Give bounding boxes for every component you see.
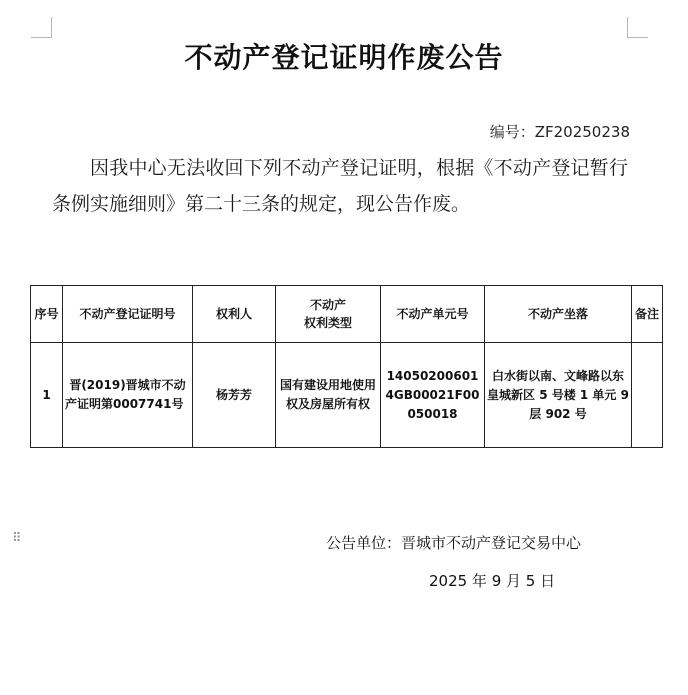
document-number: 编号：ZF20250238 xyxy=(489,123,630,141)
header-right-type-line1: 不动产 xyxy=(309,298,346,312)
page-corner-mark-top-left xyxy=(31,17,52,38)
cell-right-type: 国有建设用地使用权及房屋所有权 xyxy=(276,343,381,448)
cell-unit-no: 140502006014GB00021F00050018 xyxy=(381,343,485,448)
issuing-unit: 公告单位：晋城市不动产登记交易中心 xyxy=(326,534,582,552)
header-cert-no: 不动产登记证明号 xyxy=(63,286,193,343)
table-header-row xyxy=(31,286,663,343)
cell-seq: 1 xyxy=(31,343,63,448)
table-row xyxy=(31,343,663,448)
header-unit-no: 不动产单元号 xyxy=(381,286,485,343)
cell-holder: 杨芳芳 xyxy=(193,343,276,448)
issue-date: 2025 年 9 月 5 日 xyxy=(429,572,556,590)
header-right-type xyxy=(276,286,381,343)
page-corner-mark-top-right xyxy=(627,17,648,38)
header-seq: 序号 xyxy=(31,286,63,343)
page-title: 不动产登记证明作废公告 xyxy=(184,41,504,74)
header-holder: 权利人 xyxy=(193,286,276,343)
cell-location: 白水街以南、文峰路以东皇城新区 5 号楼 1 单元 9 层 902 号 xyxy=(485,343,632,448)
header-right-type-line2: 权利类型 xyxy=(303,316,352,330)
cell-cert-no: 晋(2019)晋城市不动产证明第0007741号 xyxy=(63,343,193,448)
header-location: 不动产坐落 xyxy=(485,286,632,343)
intro-paragraph: 因我中心无法收回下列不动产登记证明，根据《不动产登记暂行条例实施细则》第二十三条的规定，现公告作废。 xyxy=(52,157,628,215)
certificate-table xyxy=(30,285,663,448)
header-remark: 备注 xyxy=(632,286,663,343)
drag-handle-icon[interactable]: ⠿ xyxy=(12,531,23,546)
cell-remark xyxy=(632,343,663,448)
